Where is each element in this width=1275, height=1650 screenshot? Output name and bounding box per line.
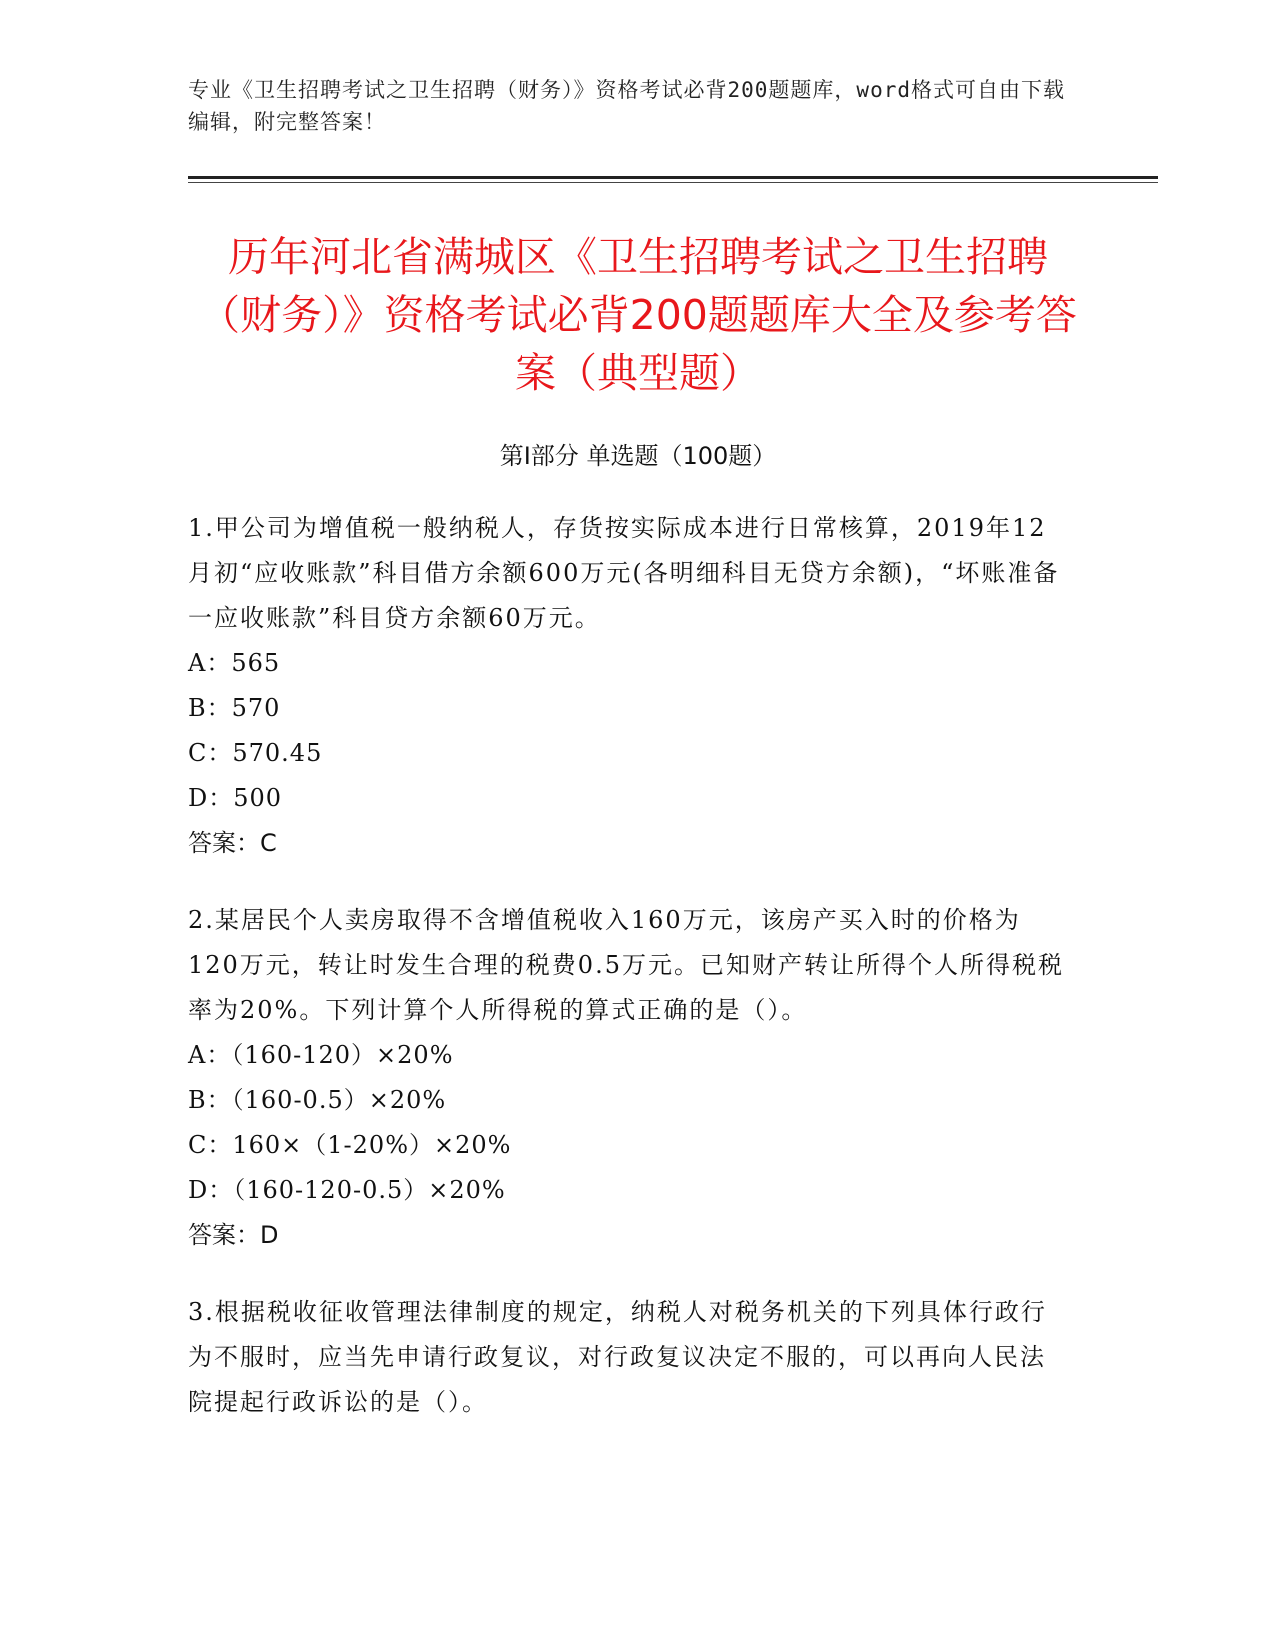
answer: 答案：C [188,829,277,857]
question-stem: 1.甲公司为增值税一般纳税人，存货按实际成本进行日常核算，2019年12月初“应收账款”科目借方余额600万元(各明细科目无贷方余额)，“坏账准备一应收账款”科目贷方余额60万元。 [188,514,1060,632]
option-a: A：（160-120）×20% [188,1041,454,1069]
question-stem: 3.根据税收征收管理法律制度的规定，纳税人对税务机关的下列具体行政行为不服时，应当先申请行政复议，对行政复议决定不服的，可以再向人民法院提起行政诉讼的是（）。 [188,1298,1047,1416]
document-title: 历年河北省满城区《卫生招聘考试之卫生招聘（财务）》资格考试必背200题题库大全及参考答案（典型题） [199,233,1077,397]
option-c: C：160×（1-20%）×20% [188,1131,512,1159]
option-b: B：570 [188,694,281,722]
header-divider-thin [188,182,1158,183]
header-note: 专业《卫生招聘考试之卫生招聘（财务）》资格考试必背200题题库，word格式可自由下载编辑，附完整答案！ [188,78,1065,134]
answer: 答案：D [188,1221,279,1249]
question-stem: 2.某居民个人卖房取得不含增值税收入160万元，该房产买入时的价格为120万元，转让时发生合理的税费0.5万元。已知财产转让所得个人所得税税率为20%。下列计算个人所得税的算式正确的是（）。 [188,906,1064,1024]
option-d: D：500 [188,784,283,812]
option-b: B：（160-0.5）×20% [188,1086,447,1114]
option-a: A：565 [188,649,281,677]
question-2 [188,898,1068,1258]
option-d: D：（160-120-0.5）×20% [188,1176,506,1204]
question-1 [188,506,1068,866]
question-3 [188,1290,1068,1425]
option-c: C：570.45 [188,739,323,767]
section-title: 第I部分 单选题（100题） [499,442,777,470]
header-divider-thick [188,176,1158,179]
